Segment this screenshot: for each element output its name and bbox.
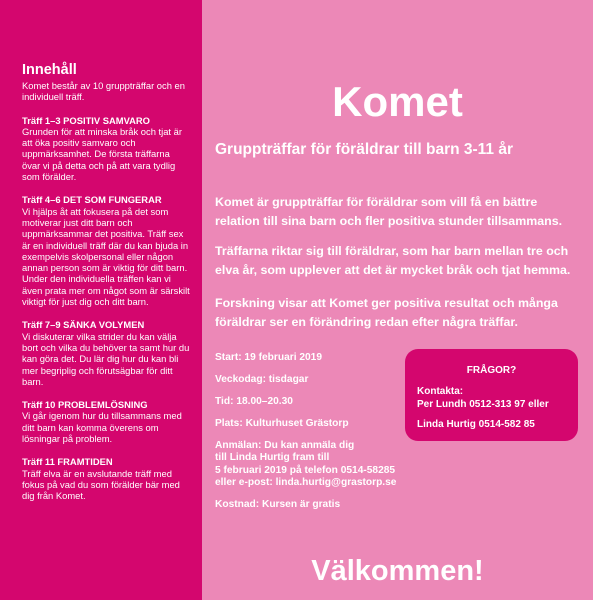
section-title: Träff 1–3 POSITIV SAMVARO — [22, 114, 150, 126]
info-weekday: Veckodag: tisdagar — [215, 373, 309, 385]
sidebar-section-5 — [22, 456, 190, 501]
questions-title: FRÅGOR? — [466, 365, 517, 376]
section-text: Grunden för att minska bråk och tjat är att öka positiv samvaro och uppmärksamhet. De första träffarna övar vi på detta och på att vara tydlig som förälder. — [22, 125, 182, 183]
info-signup — [215, 440, 415, 490]
sidebar-section-3 — [22, 319, 190, 387]
section-text: Vi hjälps åt att fokusera på det som motiverar just ditt barn och uppmärksammar det positiva. Träff sex är en individuell träff där du kan bjuda in exempelvis skolpersonal eller någon annan person som är viktig för ditt barn. Under den individuella träffen kan vi även prata mer om något som är särskilt viktigt för just dig och ditt barn. — [22, 205, 190, 308]
section-text: Träff elva är en avslutande träff med fokus på vad du som förälder bär med dig från Komet. — [22, 467, 180, 502]
sidebar-intro: Komet består av 10 gruppträffar och en individuell träff. — [22, 80, 185, 103]
questions-box — [405, 349, 578, 441]
section-title: Träff 11 FRAMTIDEN — [22, 456, 113, 468]
contact-label: Kontakta: — [417, 386, 464, 397]
page-subtitle: Gruppträffar för föräldrar till barn 3-11 år — [215, 141, 514, 158]
sidebar-panel — [0, 0, 202, 600]
welcome-text: Välkommen! — [311, 555, 484, 587]
section-title: Träff 4–6 DET SOM FUNGERAR — [22, 194, 162, 206]
signup-line-3: 5 februari 2019 på telefon 0514-58285 — [215, 464, 396, 476]
section-title: Träff 10 PROBLEMLÖSNING — [22, 399, 148, 411]
sidebar-section-2 — [22, 194, 190, 307]
event-info — [215, 352, 415, 521]
sidebar-content — [22, 62, 190, 502]
signup-email-line[interactable]: eller e-post: linda.hurtig@grastorp.se — [215, 477, 397, 489]
info-place: Plats: Kulturhuset Grästorp — [215, 417, 349, 429]
contact-linda: Linda Hurtig 0514-582 85 — [417, 419, 535, 430]
signup-line-1: Anmälan: Du kan anmäla dig — [215, 439, 355, 451]
page-title: Komet — [332, 78, 463, 125]
intro-paragraph-3: Forskning visar att Komet ger positiva resultat och många föräldrar ser en förändring redan efter några träffar. — [215, 296, 558, 329]
info-cost: Kostnad: Kursen är gratis — [215, 498, 341, 510]
intro-paragraph-1: Komet är gruppträffar för föräldrar som vill få en bättre relation till sina barn och fler positiva stunder tillsammans. — [215, 195, 563, 228]
info-time: Tid: 18.00–20.30 — [215, 395, 293, 407]
sidebar-heading: Innehåll — [22, 62, 77, 78]
signup-line-2: till Linda Hurtig fram till — [215, 452, 330, 464]
intro-paragraph-2: Träffarna riktar sig till föräldrar, som har barn mellan tre och elva år, som upplever att det är mycket bråk och tjat hemma. — [215, 244, 571, 277]
section-text: Vi diskuterar vilka strider du kan välja bort och vilka du behöver ta samt hur du kan göra det. Du lär dig hur du kan bli mer begriplig och förutsägbar för ditt barn. — [22, 330, 190, 387]
section-title: Träff 7–9 SÄNKA VOLYMEN — [22, 319, 145, 331]
sidebar-section-1 — [22, 115, 190, 183]
section-text: Vi går igenom hur du tillsammans med ditt barn kan komma överens om lösningar på problem. — [22, 410, 182, 445]
main-panel — [202, 0, 593, 600]
info-start: Start: 19 februari 2019 — [215, 352, 323, 363]
sidebar-section-4 — [22, 399, 190, 444]
contact-per: Per Lundh 0512-313 97 eller — [417, 399, 549, 410]
